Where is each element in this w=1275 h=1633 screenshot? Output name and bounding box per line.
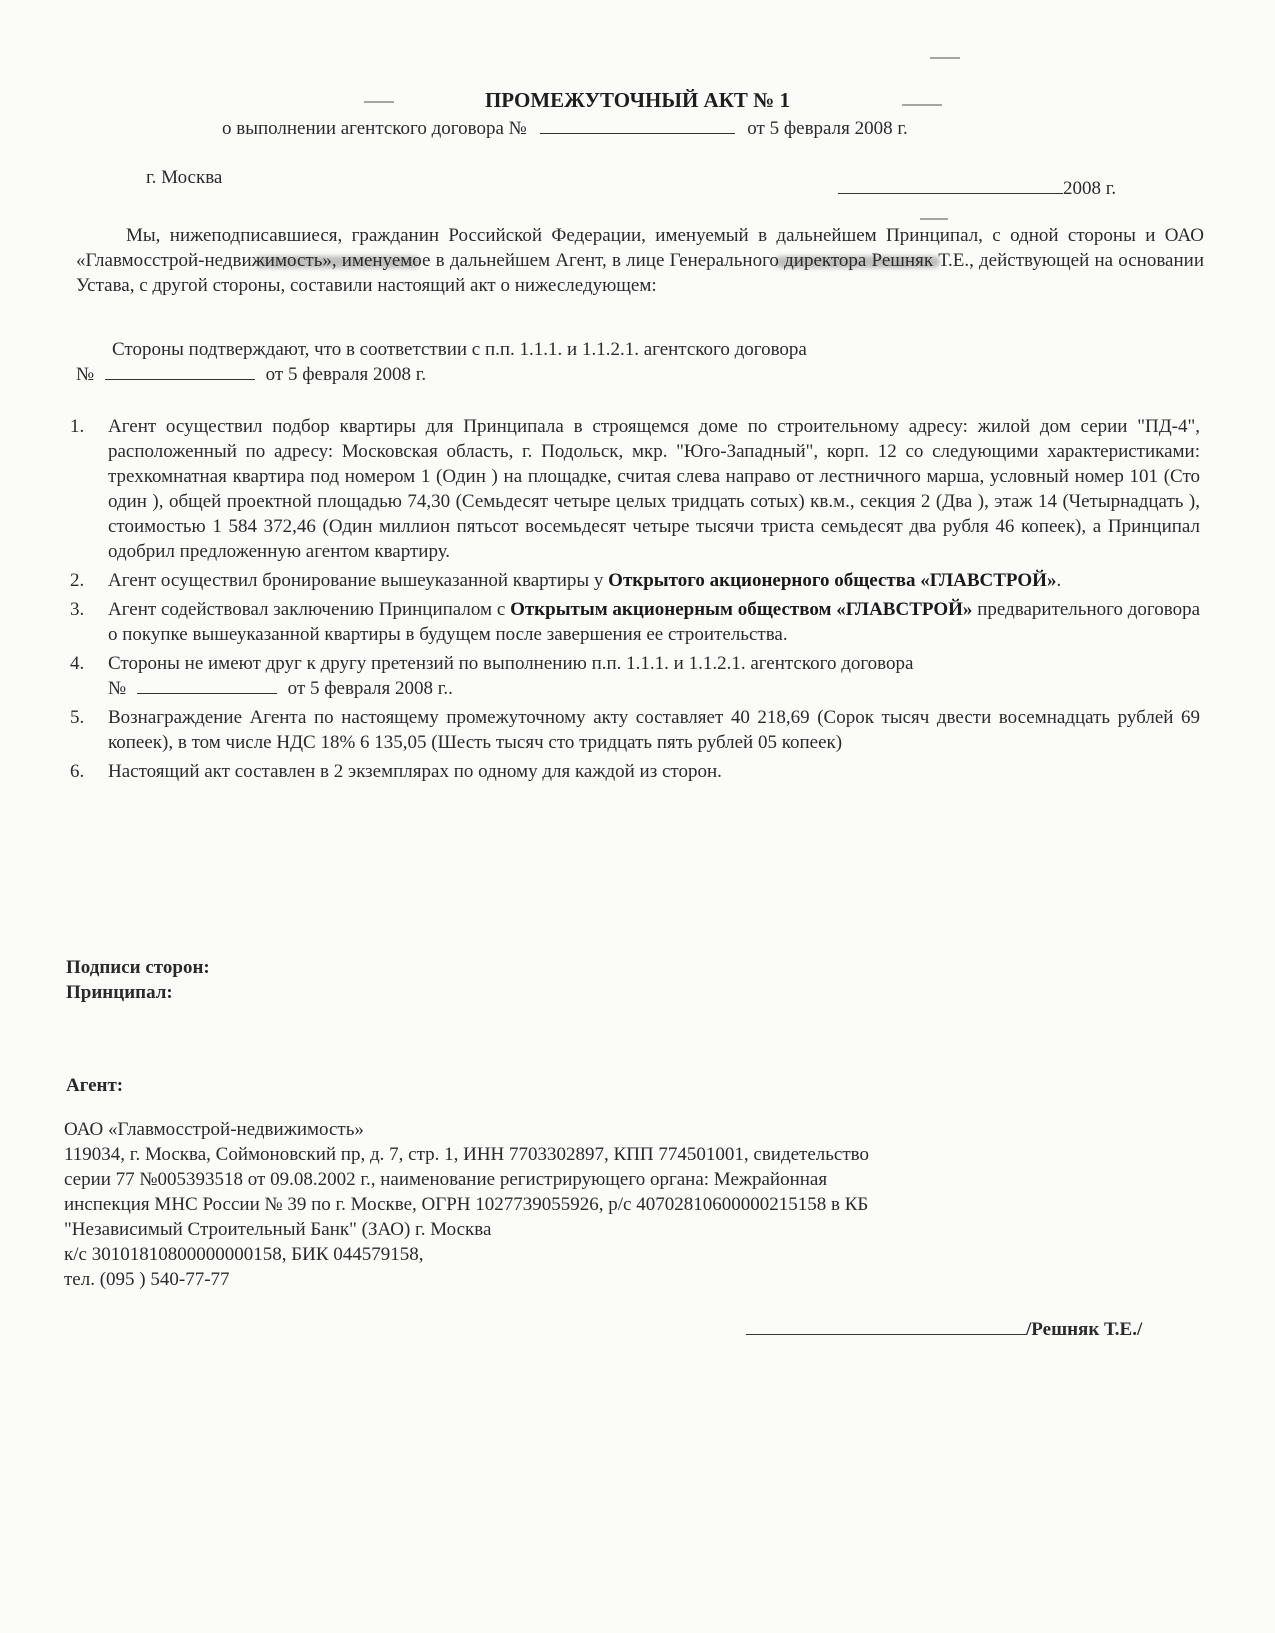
- item-date: от 5 февраля 2008 г..: [287, 678, 453, 699]
- terms-list: [70, 414, 1200, 788]
- intro-text: Мы, нижеподписавшиеся, гражданин Российской Федерации, именуемый в дальнейшем Принципал, с одной стороны и ОАО «Главмосстрой-недвижимость», именуемое в дальнейшем Агент, в лице Генерального директора Решняк Т.Е., действующей на основании Устава, с другой стороны, составили настоящий акт о нижеследующем:: [76, 225, 1204, 296]
- intro-paragraph: [76, 223, 1204, 298]
- agent-line: "Независимый Строительный Банк" (ЗАО) г. Москва: [64, 1219, 492, 1240]
- item-number: 2.: [70, 570, 85, 591]
- subtitle-date: от 5 февраля 2008 г.: [747, 118, 908, 139]
- item-text-end: .: [1056, 570, 1062, 591]
- item-number: 3.: [70, 599, 85, 620]
- list-item: [70, 651, 1200, 701]
- confirm-number-sign: №: [76, 364, 95, 385]
- agent-line: инспекция МНС России № 39 по г. Москве, ОГРН 1027739055926, р/с 40702810600000215158 в КБ: [64, 1194, 869, 1215]
- list-item: [70, 759, 1200, 784]
- signatures-heading: Подписи сторон:: [66, 957, 210, 978]
- signatures-section: [66, 955, 210, 1005]
- item-number: 6.: [70, 761, 85, 782]
- list-item: [70, 597, 1200, 647]
- company-name: Открытого акционерного общества «ГЛАВСТРОЙ»: [608, 570, 1057, 591]
- subtitle-prefix: о выполнении агентского договора №: [222, 118, 527, 139]
- list-item: [70, 705, 1200, 755]
- item-text: Агент осуществил бронирование вышеуказанной квартиры у: [108, 570, 609, 591]
- agent-line: 119034, г. Москва, Соймоновский пр, д. 7, стр. 1, ИНН 7703302897, КПП 774501001, свидетельство: [64, 1144, 870, 1165]
- agent-line: серии 77 №005393518 от 09.08.2002 г., наименование регистрирующего органа: Межрайонная: [64, 1169, 828, 1190]
- item-text: Вознаграждение Агента по настоящему промежуточному акту составляет 40 218,69 (Сорок тысяч двести восемнадцать рублей 69 копеек), в том числе НДС 18% 6 135,05 (Шесть тысяч сто тридцать пять рублей 05 копеек): [108, 707, 1200, 753]
- scan-artifact: [930, 57, 960, 59]
- city-label: г. Москва: [146, 167, 223, 188]
- signature-blank: [746, 1318, 1026, 1335]
- item-text: Агент осуществил подбор квартиры для Принципала в строящемся доме по строительному адресу: жилой дом серии "ПД-4", расположенный по адресу: Московская область, г. Подольск, мкр. "Юго-Западный", корп. 12 со следующими характеристиками: трехкомнатная квартира под номером 1 (Один ) на площадке, считая слева направо от лестничного марша, условный номер 101 (Сто один ), общей проектной площадью 74,30 (Семьдесят четыре целых тридцать сотых) кв.м., секция 2 (Два ), этаж 14 (Четырнадцать ), стоимостью 1 584 372,46 (Один миллион пятьсот восемьдесят четыре тысячи триста семьдесят два рубля 46 копеек), а Принципал одобрил предложенную агентом квартиру.: [108, 416, 1200, 562]
- agent-signature: [746, 1318, 1142, 1341]
- date-blank: [838, 179, 1063, 194]
- contract-number-blank: [137, 679, 277, 694]
- agent-line: к/с 30101810800000000158, БИК 044579158,: [64, 1244, 424, 1265]
- item-text: Настоящий акт составлен в 2 экземплярах по одному для каждой из сторон.: [108, 761, 722, 782]
- agent-line: тел. (095 ) 540-77-77: [64, 1269, 230, 1290]
- principal-label: Принципал:: [66, 982, 173, 1003]
- item-text: Агент содействовал заключению Принципалом с: [108, 599, 511, 620]
- confirm-number-blank: [105, 365, 255, 380]
- confirm-date: от 5 февраля 2008 г.: [265, 364, 427, 385]
- item-text-end: предварительного договора о покупке вышеуказанной квартиры в будущем после завершения ее строительства.: [108, 599, 1200, 645]
- document-subtitle: [222, 118, 908, 140]
- item-number: 4.: [70, 653, 85, 674]
- confirm-text: Стороны подтверждают, что в соответствии с п.п. 1.1.1. и 1.1.2.1. агентского договора: [112, 339, 807, 360]
- agent-label: Агент:: [66, 1075, 124, 1096]
- item-number: 1.: [70, 416, 85, 437]
- company-name: Открытым акционерным обществом «ГЛАВСТРОЙ»: [510, 599, 973, 620]
- date-year: 2008 г.: [1063, 178, 1117, 199]
- confirmation-paragraph: [76, 337, 1176, 387]
- item-text: Стороны не имеют друг к другу претензий по выполнению п.п. 1.1.1. и 1.1.2.1. агентского договора: [108, 653, 914, 674]
- list-item: [70, 414, 1200, 564]
- contract-number-blank: [540, 119, 735, 134]
- agent-line: ОАО «Главмосстрой-недвижимость»: [64, 1119, 364, 1140]
- document-title: ПРОМЕЖУТОЧНЫЙ АКТ № 1: [484, 88, 791, 112]
- signatory-name: /Решняк Т.Е./: [1026, 1319, 1143, 1340]
- document-date: [838, 178, 1116, 200]
- item-number-sign: №: [108, 678, 127, 699]
- agent-details: [64, 1117, 869, 1292]
- list-item: [70, 568, 1200, 593]
- scan-artifact: [920, 218, 948, 220]
- item-number: 5.: [70, 707, 85, 728]
